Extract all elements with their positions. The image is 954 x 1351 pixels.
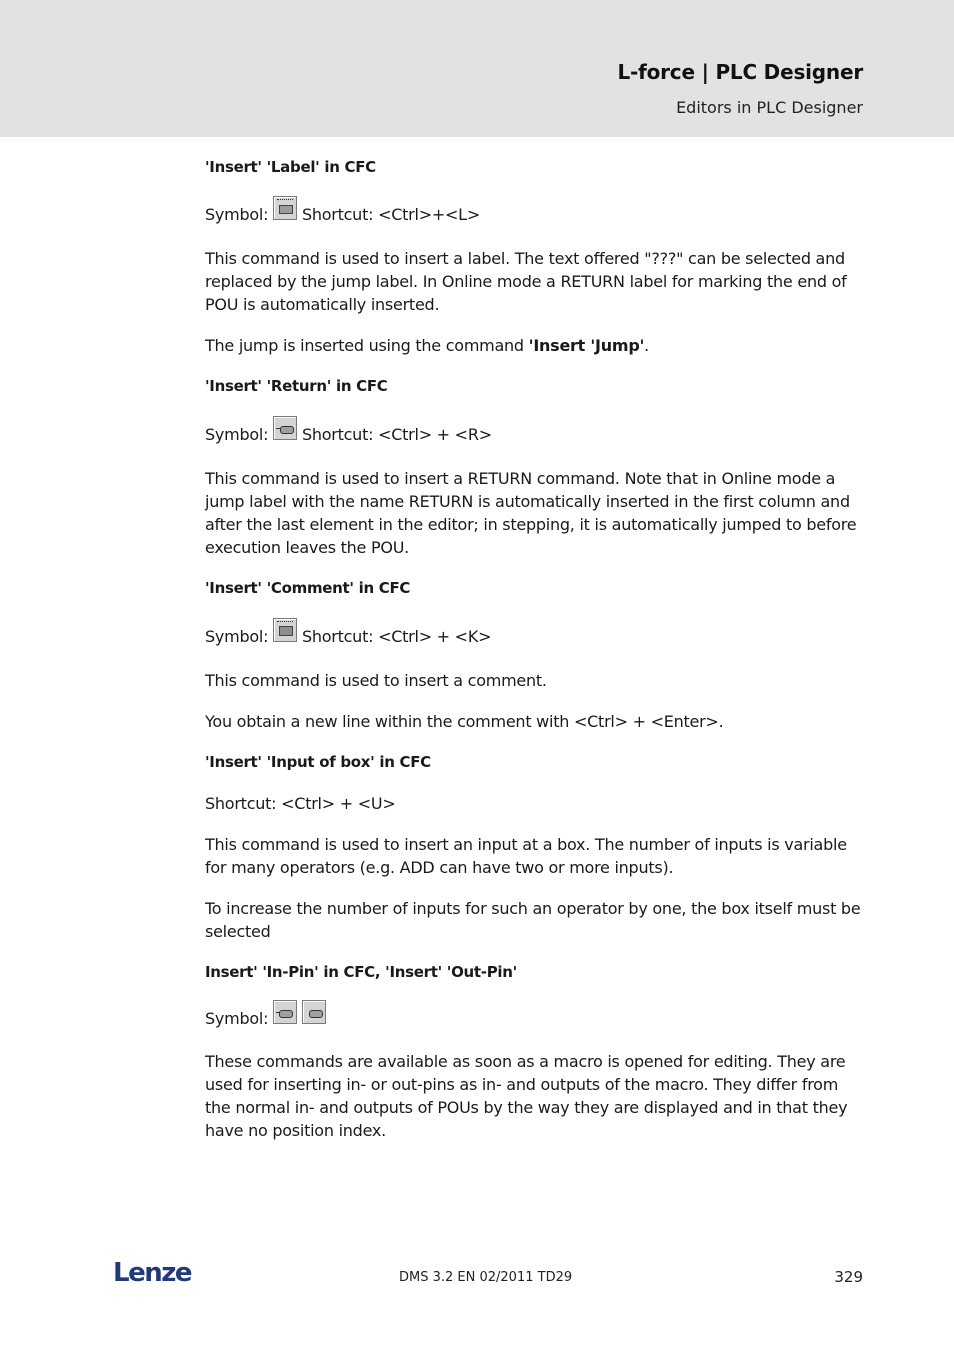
paragraph: This command is used to insert an input at a box. The number of inputs is variable for many operators (e.g. ADD can have two or more inputs). (205, 835, 847, 877)
shortcut-label: Shortcut: <Ctrl>+<L> (301, 205, 480, 224)
header-title: L-force | PLC Designer (617, 60, 863, 84)
header-subtitle: Editors in PLC Designer (676, 98, 863, 117)
paragraph-jump (205, 334, 865, 357)
return-icon (273, 416, 297, 440)
symbol-row-label (205, 196, 480, 226)
paragraph: You obtain a new line within the comment with <Ctrl> + <Enter>. (205, 712, 724, 731)
symbol-label: Symbol: (205, 205, 269, 224)
footer-doc-id: DMS 3.2 EN 02/2011 TD29 (399, 1270, 573, 1285)
symbol-row-pins (205, 1000, 326, 1030)
text: . (644, 336, 650, 355)
symbol-row-return (205, 416, 492, 446)
paragraph: This command is used to insert a RETURN command. Note that in Online mode a jump label with the name RETURN is automatically inserted in the first column and after the last element in the editor; in stepping, it is automatically jumped to before execution leaves the POU. (205, 469, 857, 557)
page-number: 329 (834, 1268, 863, 1286)
symbol-row-comment (205, 618, 491, 648)
label-icon (273, 196, 297, 220)
shortcut-comment: Shortcut: <Ctrl> + <K> (301, 627, 492, 646)
in-pin-icon (273, 1000, 297, 1024)
paragraph: To increase the number of inputs for such an operator by one, the box itself must be selected (205, 899, 861, 941)
symbol-label: Symbol: (205, 1009, 269, 1028)
heading-insert-label: 'Insert' 'Label' in CFC (205, 158, 376, 176)
text: The jump is inserted using the command (205, 336, 529, 355)
shortcut-return: Shortcut: <Ctrl> + <R> (301, 425, 492, 444)
page-header (0, 0, 954, 137)
heading-insert-input-of-box: 'Insert' 'Input of box' in CFC (205, 753, 431, 771)
heading-insert-pins: Insert' 'In-Pin' in CFC, 'Insert' 'Out-Pin' (205, 963, 517, 981)
symbol-label: Symbol: (205, 425, 269, 444)
comment-icon (273, 618, 297, 642)
shortcut-input-box: Shortcut: <Ctrl> + <U> (205, 794, 396, 813)
heading-insert-comment: 'Insert' 'Comment' in CFC (205, 579, 411, 597)
out-pin-icon (302, 1000, 326, 1024)
paragraph: This command is used to insert a label. The text offered "???" can be selected and replaced by the jump label. In Online mode a RETURN label for marking the end of POU is automatically inserted. (205, 249, 847, 314)
lenze-logo: Lenze (113, 1258, 191, 1288)
heading-insert-return: 'Insert' 'Return' in CFC (205, 377, 388, 395)
command-name: 'Insert 'Jump' (528, 336, 645, 355)
paragraph: This command is used to insert a comment. (205, 671, 547, 690)
symbol-label: Symbol: (205, 627, 269, 646)
paragraph: These commands are available as soon as a macro is opened for editing. They are used for inserting in- or out-pins as in- and outputs of the macro. They differ from the normal in- and outputs of POUs by the way they are displayed and in that they have no position index. (205, 1052, 848, 1140)
